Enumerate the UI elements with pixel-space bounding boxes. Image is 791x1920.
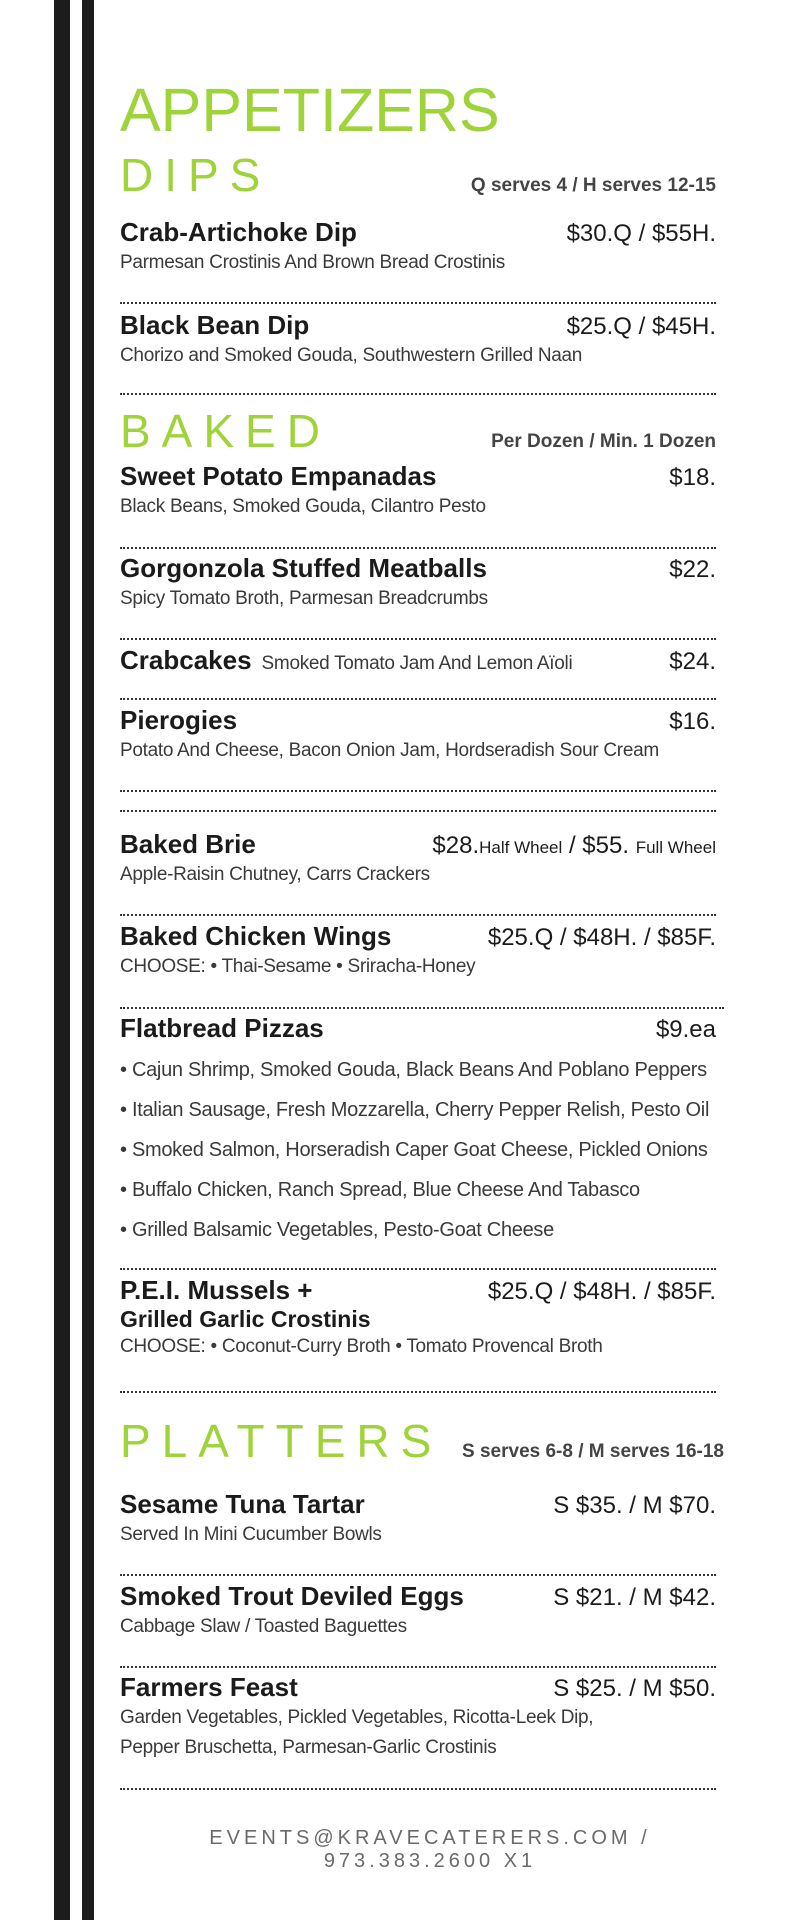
menu-item-baked-brie <box>120 830 716 886</box>
platters-header <box>120 1415 724 1467</box>
item-description: CHOOSE: • Thai-Sesame • Sriracha-Honey <box>120 956 476 977</box>
item-name: Flatbread Pizzas <box>120 1013 324 1043</box>
dotted-divider <box>120 1391 716 1393</box>
item-price: $9.ea <box>655 1016 716 1043</box>
dips-serving-note: Q serves 4 / H serves 12-15 <box>470 175 716 196</box>
menu-item-sesame-tuna-tartar <box>120 1490 716 1546</box>
item-name-subline: Grilled Garlic Crostinis <box>120 1306 371 1332</box>
item-name: Sesame Tuna Tartar <box>120 1489 365 1519</box>
item-name: Crabcakes <box>120 645 252 675</box>
item-name: Pierogies <box>120 705 238 735</box>
menu-item-gorgonzola-meatballs <box>120 554 716 610</box>
price-half-label: Half Wheel <box>479 838 563 857</box>
item-price: $25.Q / $45H. <box>566 313 716 340</box>
dotted-divider <box>120 1788 716 1790</box>
item-description-line1: Garden Vegetables, Pickled Vegetables, Ricotta-Leek Dip, <box>120 1707 594 1728</box>
item-name: Gorgonzola Stuffed Meatballs <box>120 553 487 583</box>
dotted-divider <box>120 698 716 700</box>
item-price: $22. <box>669 556 716 583</box>
item-name: Baked Chicken Wings <box>120 921 392 951</box>
dotted-divider <box>120 914 716 916</box>
item-name: P.E.I. Mussels + <box>120 1275 313 1305</box>
baked-header <box>120 405 716 457</box>
price-full: $55. <box>582 832 630 859</box>
item-name: Sweet Potato Empanadas <box>120 461 437 491</box>
dotted-divider <box>120 790 716 792</box>
dotted-divider <box>120 302 716 304</box>
menu-item-farmers-feast <box>120 1673 716 1759</box>
item-description: CHOOSE: • Coconut-Curry Broth • Tomato Provencal Broth <box>120 1336 603 1358</box>
item-price: $30.Q / $55H. <box>566 220 716 247</box>
price-half: $28. <box>432 832 480 859</box>
item-name: Black Bean Dip <box>120 310 310 340</box>
dotted-divider <box>120 1268 716 1270</box>
item-description: Potato And Cheese, Bacon Onion Jam, Hordseradish Sour Cream <box>120 740 659 761</box>
item-name: Smoked Trout Deviled Eggs <box>120 1581 464 1611</box>
list-item: • Buffalo Chicken, Ranch Spread, Blue Cheese And Tabasco <box>120 1179 640 1201</box>
list-item: • Grilled Balsamic Vegetables, Pesto-Goat Cheese <box>120 1219 554 1241</box>
menu-item-pei-mussels <box>120 1276 716 1358</box>
menu-item-flatbread-pizzas <box>120 1014 716 1250</box>
menu-item-smoked-trout-deviled-eggs <box>120 1582 716 1638</box>
contact-footer: EVENTS@KRAVECATERERS.COM / 973.383.2600 X1 <box>209 1827 651 1872</box>
item-description: Served In Mini Cucumber Bowls <box>120 1524 382 1545</box>
item-description: Black Beans, Smoked Gouda, Cilantro Pesto <box>120 496 486 517</box>
menu-item-sweet-potato-empanadas <box>120 462 716 518</box>
list-item: • Italian Sausage, Fresh Mozzarella, Cherry Pepper Relish, Pesto Oil <box>120 1099 710 1121</box>
item-description: Cabbage Slaw / Toasted Baguettes <box>120 1616 407 1637</box>
item-description: Apple-Raisin Chutney, Carrs Crackers <box>120 864 430 885</box>
baked-title: BAKED <box>120 405 331 457</box>
price-separator: / <box>568 832 576 859</box>
dotted-divider <box>120 1666 716 1668</box>
list-item: • Smoked Salmon, Horseradish Caper Goat Cheese, Pickled Onions <box>120 1139 708 1161</box>
item-price: $25.Q / $48H. / $85F. <box>487 924 716 951</box>
dips-title: DIPS <box>120 149 272 201</box>
list-item: • Cajun Shrimp, Smoked Gouda, Black Beans And Poblano Peppers <box>120 1059 707 1081</box>
menu-item-crabcakes <box>120 646 716 676</box>
dotted-divider <box>120 547 716 549</box>
dotted-divider <box>120 1574 716 1576</box>
item-name: Farmers Feast <box>120 1672 298 1702</box>
item-name: Crab-Artichoke Dip <box>120 217 357 247</box>
dotted-divider <box>120 1007 724 1009</box>
dips-header <box>120 149 716 201</box>
dotted-divider <box>120 810 716 812</box>
item-price: S $25. / M $50. <box>553 1675 716 1702</box>
item-description: Spicy Tomato Broth, Parmesan Breadcrumbs <box>120 588 488 609</box>
baked-serving-note: Per Dozen / Min. 1 Dozen <box>491 431 716 452</box>
page-title: APPETIZERS <box>120 76 500 144</box>
platters-title: PLATTERS <box>120 1415 443 1467</box>
menu-item-baked-chicken-wings <box>120 922 716 978</box>
item-description-line2: Pepper Bruschetta, Parmesan-Garlic Crostinis <box>120 1737 497 1758</box>
menu-item-black-bean-dip <box>120 311 716 367</box>
platters-serving-note: S serves 6-8 / M serves 16-18 <box>462 1441 724 1462</box>
left-decorative-bar-inner <box>82 0 94 1920</box>
item-price: $18. <box>669 464 716 491</box>
item-description: Smoked Tomato Jam And Lemon Aïoli <box>261 653 573 674</box>
item-price: S $35. / M $70. <box>553 1492 716 1519</box>
item-price <box>432 832 716 860</box>
price-full-label: Full Wheel <box>635 838 716 857</box>
item-price: $24. <box>669 648 716 675</box>
dotted-divider <box>120 638 716 640</box>
item-price: $25.Q / $48H. / $85F. <box>487 1278 716 1305</box>
item-description: Parmesan Crostinis And Brown Bread Crostinis <box>120 252 505 273</box>
item-description: Chorizo and Smoked Gouda, Southwestern Grilled Naan <box>120 345 583 366</box>
item-price: $16. <box>669 708 716 735</box>
item-name: Baked Brie <box>120 829 256 859</box>
menu-item-crab-artichoke-dip <box>120 218 716 274</box>
item-price: S $21. / M $42. <box>553 1584 716 1611</box>
dotted-divider <box>120 393 716 395</box>
left-decorative-bar <box>54 0 70 1920</box>
flatbread-options-list <box>120 1050 716 1250</box>
menu-item-pierogies <box>120 706 716 762</box>
